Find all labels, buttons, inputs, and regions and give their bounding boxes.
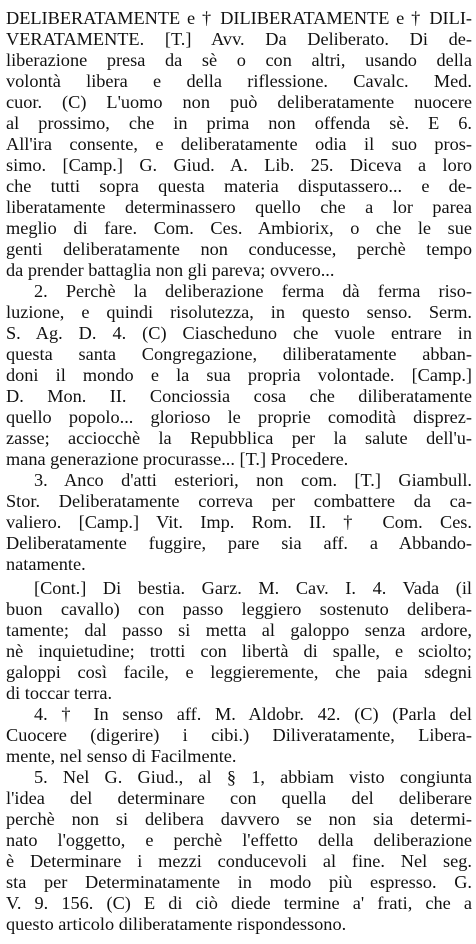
text-line: nè inquietudine; trotti con libertà di spalle, e sciolto;	[6, 641, 472, 661]
text-line: meglio di fare. Com. Ces. Ambiorix, o che le sue	[6, 218, 472, 238]
text-line: l'idea del determinare con quella del deliberare	[6, 788, 472, 808]
text-line: da prender battaglia non gli pareva; ovvero...	[6, 260, 335, 280]
text-line: quello popolo... glorioso le proprie comodità disprez-	[6, 407, 472, 427]
text-line: al prossimo, che in prima non offenda sè. E 6.	[6, 113, 472, 133]
text-line: zasse; acciocchè la Repubblica per la salute dell'u-	[6, 428, 472, 448]
text-line: doni il mondo e la sua propria volontade. [Camp.]	[6, 365, 472, 385]
text-line: che tutti sopra questa materia disputassero... e de-	[6, 176, 472, 196]
text-line: tamente; dal passo si metta al galoppo senza ardore,	[6, 620, 472, 640]
text-line: luzione, e quindi risolutezza, in questo senso. Serm.	[6, 302, 472, 322]
text-line: liberazione presa da sè o con altri, usando della	[6, 50, 472, 70]
text-line: questa santa Congregazione, diliberatamente abban-	[6, 344, 472, 364]
text-line: All'ira consente, e deliberatamente odia il suo pros-	[6, 134, 472, 154]
text-line: VERATAMENTE. [T.] Avv. Da Deliberato. Di de-	[6, 29, 472, 49]
text-line: buon cavallo) con passo leggiero sostenuto delibera-	[6, 599, 472, 619]
text-line: galoppi così facile, e leggieremente, che paia sdegni	[6, 662, 472, 682]
text-line: V. 9. 156. (C) E di ciò diede termine a' frati, che a	[6, 893, 472, 913]
text-line: sta per Determinatamente in modo più espresso. G.	[6, 872, 472, 892]
text-line: natamente.	[6, 554, 86, 574]
text-line: Cuocere (digerire) i cibi.) Diliveratamente, Libera-	[6, 725, 472, 745]
text-line: S. Ag. D. 4. (C) Ciascheduno che vuole entrare in	[6, 323, 472, 343]
text-line: Stor. Deliberatamente correva per combattere da ca-	[6, 491, 472, 511]
text-line: genti deliberatamente non conducesse, perchè tempo	[6, 239, 472, 259]
text-line: cuor. (C) L'uomo non può deliberatamente nuocere	[6, 92, 472, 112]
text-line: nato l'oggetto, e perchè l'effetto della deliberazione	[6, 830, 472, 850]
text-line: perchè non si delibera davvero se non sia determi-	[6, 809, 472, 829]
text-line: questo articolo diliberatamente rispondessono.	[6, 914, 347, 934]
text-line: DELIBERATAMENTE e † DILIBERATAMENTE e † DILI-	[6, 8, 472, 28]
text-line: è Determinare i mezzi conducevoli al fine. Nel seg.	[6, 851, 472, 871]
text-line: 5. Nel G. Giud., al § 1, abbiam visto congiunta	[34, 767, 472, 787]
text-line: valiero. [Camp.] Vit. Imp. Rom. II. † Com. Ces.	[6, 512, 472, 532]
text-line: mana generazione procurasse... [T.] Procedere.	[6, 449, 349, 469]
text-line: [Cont.] Di bestia. Garz. M. Cav. I. 4. Vada (il	[34, 578, 472, 598]
text-line: mente, nel senso di Facilmente.	[6, 746, 237, 766]
text-line: volontà libera e della riflessione. Cavalc. Med.	[6, 71, 472, 91]
text-line: simo. [Camp.] G. Giud. A. Lib. 25. Diceva a loro	[6, 155, 472, 175]
text-line: 3. Anco d'atti esteriori, non com. [T.] Giambull.	[34, 470, 472, 490]
text-line: 4. † In senso aff. M. Aldobr. 42. (C) (Parla del	[34, 704, 472, 724]
text-line: di toccar terra.	[6, 683, 113, 703]
text-line: D. Mon. II. Conciossia cosa che diliberatamente	[6, 386, 472, 406]
text-line: 2. Perchè la deliberazione ferma dà ferma riso-	[34, 281, 472, 301]
text-line: Deliberatamente fuggire, pare sia aff. a Abbando-	[6, 533, 472, 553]
text-line: liberatamente determinassero quello che a lor parea	[6, 197, 472, 217]
